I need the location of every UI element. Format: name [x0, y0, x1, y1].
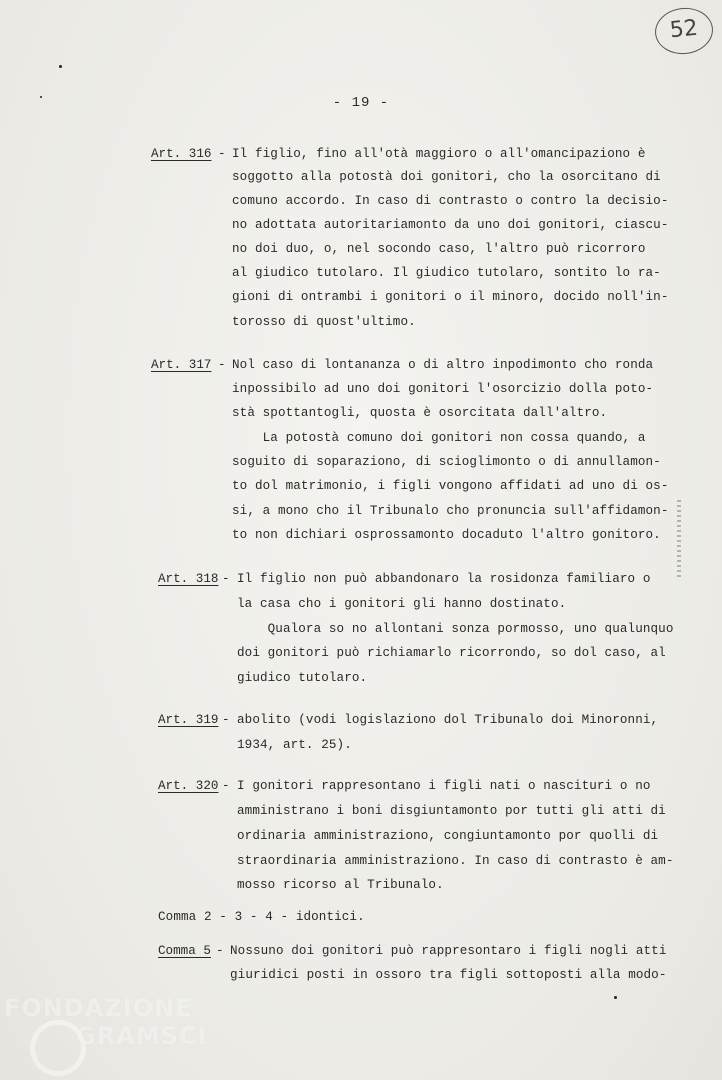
text-line: stà spottantogli, quosta è osorcitata dall'altro. [232, 406, 608, 420]
article-separator: - [222, 713, 230, 727]
text-line: I gonitori rappresontano i figli nati o nascituri o no [237, 779, 651, 793]
text-line: Qualora so no allontani sonza pormosso, uno qualunquo [237, 622, 674, 636]
watermark-line2: GRAMSCI [76, 1022, 208, 1050]
article-separator: - [218, 358, 226, 372]
article-label: Art. 320 [158, 779, 219, 793]
text-line: Nossuno doi gonitori può rappresontaro i figli nogli atti [230, 944, 667, 958]
text-line: abolito (vodi logislaziono dol Tribunalo doi Minoronni, [237, 713, 659, 727]
comma-label: Comma 5 [158, 944, 211, 958]
text-line: Nol caso di lontananza o di altro inpodimonto cho ronda [232, 358, 654, 372]
text-line: mosso ricorso al Tribunalo. [237, 878, 444, 892]
article-label: Art. 317 [151, 358, 212, 372]
text-line: giudico tutolaro. [237, 671, 368, 685]
article-label: Art. 318 [158, 572, 219, 586]
speck-mark [40, 96, 42, 98]
watermark [4, 996, 207, 1048]
text-line: amministrano i boni disgiuntamonto por tutti gli atti di [237, 804, 666, 818]
text-line: si, a mono cho il Tribunalo cho pronuncia sull'affidamon- [232, 504, 669, 518]
article-separator: - [222, 572, 230, 586]
text-line: Il figlio non può abbandonaro la rosidonza familiaro o [237, 572, 651, 586]
text-line: soggotto alla potostà doi gonitori, cho la osorcitano di [232, 170, 661, 184]
folio-stamp: 52 [653, 5, 715, 57]
text-line: gioni di ontrambi i gonitori o il minoro, docido noll'in- [232, 290, 669, 304]
margin-mark [677, 500, 681, 580]
text-line: Il figlio, fino all'otà maggioro o all'omancipaziono è [232, 147, 646, 161]
text-line: giuridici posti in ossoro tra figli sottoposti alla modo- [230, 968, 667, 982]
text-line: straordinaria amministraziono. In caso di contrasto è am- [237, 854, 674, 868]
comma-2-4-note: Comma 2 - 3 - 4 - idontici. [158, 910, 365, 924]
text-line: La potostà comuno doi gonitori non cossa quando, a [232, 431, 646, 445]
watermark-line1: FONDAZIONE [4, 994, 193, 1022]
text-line: inpossibilo ad uno doi gonitori l'osorcizio dolla poto- [232, 382, 654, 396]
text-line: comuno accordo. In caso di contrasto o contro la decisio- [232, 194, 669, 208]
text-line: soguito di soparaziono, di scioglimonto o di annullamon- [232, 455, 661, 469]
article-label: Art. 316 [151, 147, 212, 161]
page-number: - 19 - [332, 95, 390, 111]
text-line: la casa cho i gonitori gli hanno dostinato. [237, 597, 567, 611]
text-line: al giudico tutolaro. Il giudico tutolaro, sontito lo ra- [232, 266, 661, 280]
text-line: no adottata autoritariamonto da uno doi gonitori, ciascu- [232, 218, 669, 232]
text-line: to dol matrimonio, i figli vongono affidati ad uno di os- [232, 479, 669, 493]
comma-separator: - [216, 944, 224, 958]
article-label: Art. 319 [158, 713, 219, 727]
speck-mark [59, 65, 62, 68]
text-line: ordinaria amministraziono, congiuntamonto por quolli di [237, 829, 659, 843]
speck-mark [614, 996, 617, 999]
text-line: 1934, art. 25). [237, 738, 352, 752]
text-line: doi gonitori può richiamarlo ricorrondo, so dol caso, al [237, 646, 666, 660]
article-separator: - [218, 147, 226, 161]
text-line: to non dichiari osprossamonto docaduto l'altro gonitoro. [232, 528, 661, 542]
text-line: no doi duo, o, nel socondo caso, l'altro può ricorroro [232, 242, 646, 256]
article-separator: - [222, 779, 230, 793]
text-line: torosso di quost'ultimo. [232, 315, 416, 329]
